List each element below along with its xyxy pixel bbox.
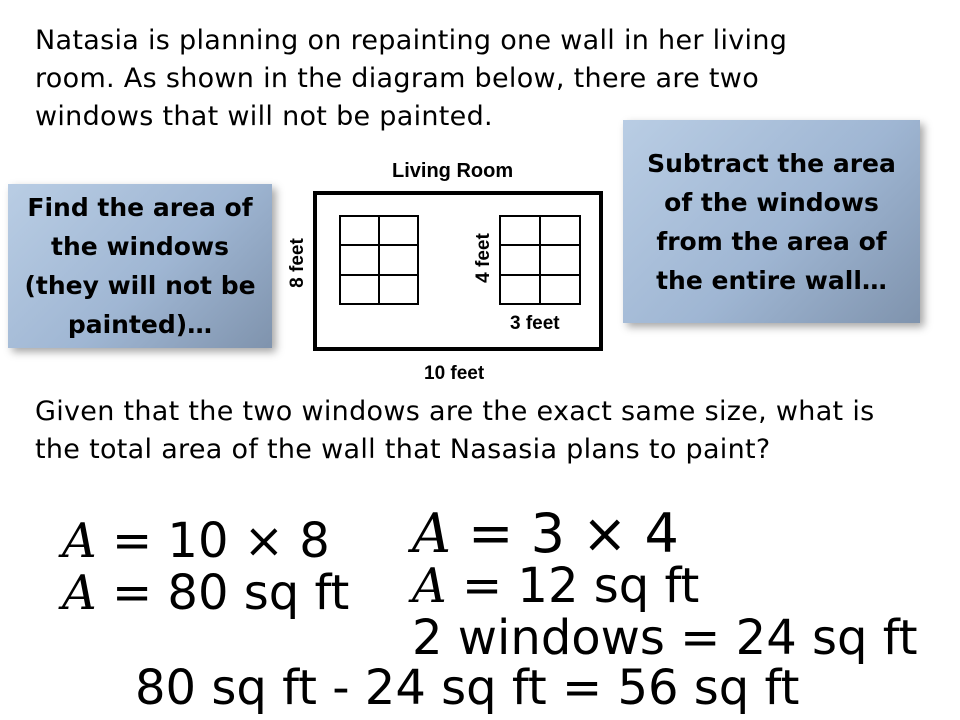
area-variable: A — [412, 502, 451, 565]
wall-height-label: 8 feet — [287, 238, 308, 288]
window-area-expression: = 3 × 4 — [468, 502, 679, 565]
hint-box-subtract-windows — [623, 120, 920, 323]
window-pane — [379, 216, 418, 245]
final-answer-line: 80 sq ft - 24 sq ft = 56 sq ft — [135, 660, 800, 716]
wall-area-result: = 80 sq ft — [111, 565, 350, 621]
question-paragraph: Given that the two windows are the exact same size, what is the total area of the wall that Nasasia plans to paint? — [35, 396, 875, 465]
window-pane — [500, 216, 540, 245]
window-height-label: 4 feet — [473, 233, 494, 283]
hint-box-find-window-area — [8, 184, 272, 348]
window-pane — [540, 275, 580, 304]
window-left — [339, 215, 419, 305]
window-pane — [540, 245, 580, 274]
wall-area-equation — [62, 513, 330, 569]
window-pane — [379, 275, 418, 304]
two-windows-line: 2 windows = 24 sq ft — [412, 610, 918, 666]
window-pane — [340, 275, 379, 304]
window-area-result-line — [412, 558, 699, 614]
window-pane — [500, 245, 540, 274]
window-pane — [340, 245, 379, 274]
window-right — [499, 215, 581, 305]
wall-area-result-line — [62, 565, 349, 621]
area-variable: A — [62, 513, 97, 569]
diagram-title: Living Room — [392, 160, 514, 182]
wall-width-label: 10 feet — [424, 363, 485, 384]
window-pane — [540, 216, 580, 245]
window-width-label: 3 feet — [510, 313, 560, 334]
window-pane — [340, 216, 379, 245]
area-variable: A — [62, 565, 97, 621]
hint-left-text: Find the area of the windows (they will not be painted)… — [24, 193, 256, 339]
window-area-equation — [412, 502, 679, 565]
hint-right-text: Subtract the area of the windows from the area of the entire wall… — [647, 148, 896, 295]
window-pane — [379, 245, 418, 274]
window-pane — [500, 275, 540, 304]
area-variable: A — [412, 558, 447, 614]
wall-area-expression: = 10 × 8 — [111, 513, 330, 569]
window-area-result: = 12 sq ft — [461, 558, 700, 614]
intro-paragraph: Natasia is planning on repainting one wall in her living room. As shown in the diagram below, there are two windows that will not be painted. — [35, 25, 788, 132]
